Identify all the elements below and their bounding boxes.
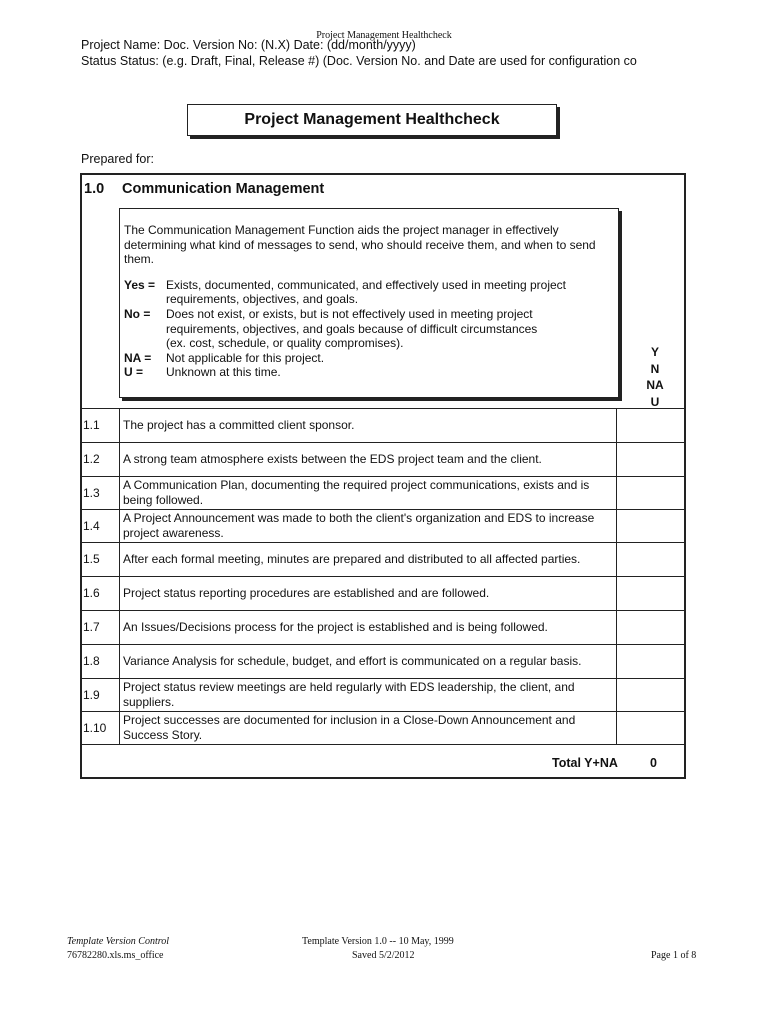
- legend-text: Not applicable for this project.: [166, 350, 325, 365]
- answer-legend: [124, 278, 614, 380]
- item-answer-cell[interactable]: [617, 409, 687, 443]
- answer-option-label: NA: [646, 378, 664, 392]
- checklist-row: [80, 543, 686, 577]
- item-text: Project status reporting procedures are established and are followed.: [120, 577, 617, 611]
- footer-saved-date: Saved 5/2/2012: [352, 950, 415, 961]
- item-answer-cell[interactable]: [617, 443, 687, 477]
- section-number: 1.0: [84, 181, 105, 197]
- item-number: 1.9: [80, 679, 120, 712]
- checklist-row: [80, 510, 686, 543]
- checklist-row: [80, 679, 686, 712]
- item-number: 1.8: [80, 645, 120, 679]
- section-heading: [84, 181, 324, 197]
- legend-key: NA =: [124, 350, 152, 365]
- legend-key: U =: [124, 365, 144, 380]
- item-text: Project successes are documented for inclusion in a Close-Down Announcement and Success Story.: [120, 712, 617, 745]
- item-text: After each formal meeting, minutes are prepared and distributed to all affected parties.: [120, 543, 617, 577]
- legend-key: Yes =: [124, 277, 156, 292]
- item-number: 1.4: [80, 510, 120, 543]
- section-description-box: [119, 208, 619, 398]
- item-answer-cell[interactable]: [617, 577, 687, 611]
- item-number: 1.10: [80, 712, 120, 745]
- table-bottom-rule: [80, 745, 686, 746]
- answer-option-label: U: [650, 394, 660, 409]
- total-label: Total Y+NA: [552, 756, 618, 770]
- checklist-row: [80, 477, 686, 510]
- checklist-row: [80, 443, 686, 477]
- legend-text-continued: requirements, objectives, and goals.: [166, 292, 359, 307]
- legend-item: [124, 351, 614, 366]
- footer-page-number: Page 1 of 8: [651, 950, 697, 961]
- item-answer-cell[interactable]: [617, 645, 687, 679]
- item-number: 1.5: [80, 543, 120, 577]
- legend-item: [124, 278, 614, 293]
- section-title: Communication Management: [122, 181, 325, 197]
- status-line: Status Status: (e.g. Draft, Final, Release #) (Doc. Version No. and Date are used for configuration co: [81, 54, 637, 68]
- item-number: 1.6: [80, 577, 120, 611]
- item-answer-cell[interactable]: [617, 679, 687, 712]
- running-header: Project Management Healthcheck: [316, 30, 452, 41]
- checklist-row: [80, 577, 686, 611]
- footer-filename: 76782280.xls.ms_office: [67, 950, 164, 961]
- legend-item: [124, 307, 614, 322]
- checklist-row: [80, 712, 686, 745]
- item-answer-cell[interactable]: [617, 510, 687, 543]
- item-text: A Communication Plan, documenting the required project communications, exists and is being followed.: [120, 477, 617, 510]
- item-text: A Project Announcement was made to both the client's organization and EDS to increase project awareness.: [120, 510, 617, 543]
- checklist-row: [80, 611, 686, 645]
- answer-option-label: N: [650, 361, 660, 376]
- checklist-table: [80, 408, 686, 745]
- item-text: Variance Analysis for schedule, budget, and effort is communicated on a regular basis.: [120, 645, 617, 679]
- item-answer-cell[interactable]: [617, 712, 687, 745]
- item-number: 1.2: [80, 443, 120, 477]
- item-number: 1.1: [80, 409, 120, 443]
- item-text: An Issues/Decisions process for the project is established and is being followed.: [120, 611, 617, 645]
- legend-item: [124, 365, 614, 380]
- item-text: A strong team atmosphere exists between the EDS project team and the client.: [120, 443, 617, 477]
- table-bottom-rule-cell: [80, 745, 686, 746]
- answer-option-label: Y: [650, 345, 659, 359]
- legend-text: Exists, documented, communicated, and effectively used in meeting project: [166, 277, 566, 292]
- item-text: Project status review meetings are held regularly with EDS leadership, the client, and suppliers.: [120, 679, 617, 712]
- document-title: Project Management Healthcheck: [187, 104, 557, 136]
- prepared-for-label: Prepared for:: [81, 152, 154, 166]
- item-number: 1.3: [80, 477, 120, 510]
- legend-key: No =: [124, 306, 151, 321]
- section-description: The Communication Management Function aids the project manager in effectively determining what kind of messages to send, who should receive them, and when to send them.: [124, 223, 596, 267]
- item-answer-cell[interactable]: [617, 611, 687, 645]
- legend-text-continued: (ex. cost, schedule, or quality compromises).: [166, 336, 404, 351]
- project-name-line: Project Name: Doc. Version No: (N.X) Date: (dd/month/yyyy): [81, 38, 416, 52]
- footer-template-version: Template Version 1.0 -- 10 May, 1999: [302, 936, 454, 947]
- checklist-row: [80, 409, 686, 443]
- answer-column-header: [640, 344, 670, 410]
- item-answer-cell[interactable]: [617, 543, 687, 577]
- legend-text: Does not exist, or exists, but is not effectively used in meeting project: [166, 306, 533, 321]
- legend-text: Unknown at this time.: [166, 365, 281, 380]
- item-number: 1.7: [80, 611, 120, 645]
- legend-text-continued: requirements, objectives, and goals because of difficult circumstances: [166, 321, 538, 336]
- footer-template-control: Template Version Control: [67, 936, 170, 947]
- item-text: The project has a committed client sponsor.: [120, 409, 617, 443]
- total-value: 0: [650, 756, 657, 770]
- checklist-row: [80, 645, 686, 679]
- item-answer-cell[interactable]: [617, 477, 687, 510]
